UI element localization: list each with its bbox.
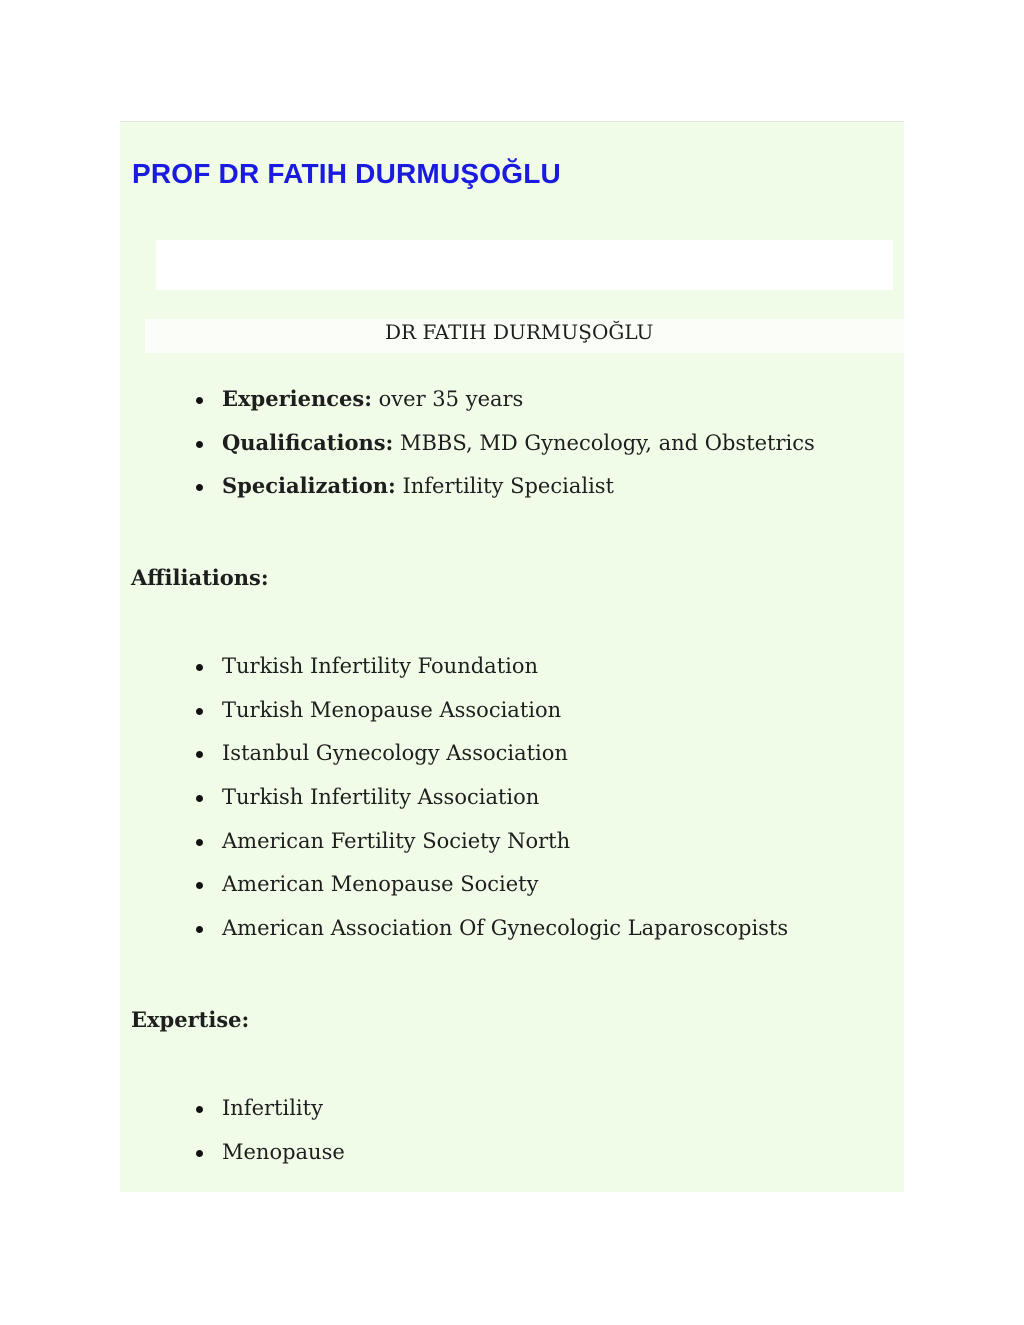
doctor-image-placeholder — [156, 240, 893, 290]
list-item: American Menopause Society — [120, 869, 788, 913]
affiliations-list — [120, 651, 788, 957]
list-item: American Fertility Society North — [120, 826, 788, 870]
doctor-details-list — [120, 384, 815, 515]
list-item: Turkish Infertility Association — [120, 782, 788, 826]
list-item: Turkish Infertility Foundation — [120, 651, 788, 695]
detail-value: MBBS, MD Gynecology, and Obstetrics — [400, 430, 815, 455]
detail-label: Specialization: — [222, 473, 396, 499]
detail-value: Infertility Specialist — [402, 474, 614, 499]
detail-label: Qualifications: — [222, 429, 394, 455]
detail-qualifications — [120, 428, 815, 472]
list-item: Istanbul Gynecology Association — [120, 738, 788, 782]
detail-experiences — [120, 384, 815, 428]
detail-value: over 35 years — [378, 387, 524, 411]
list-item: Menopause — [120, 1137, 345, 1181]
expertise-heading: Expertise: — [131, 1007, 250, 1032]
image-caption: DR FATIH DURMUŞOĞLU — [385, 320, 654, 344]
list-item: Turkish Menopause Association — [120, 695, 788, 739]
expertise-list — [120, 1093, 345, 1180]
detail-specialization — [120, 471, 815, 515]
list-item: American Association Of Gynecologic Laparoscopists — [120, 913, 788, 957]
list-item: Infertility — [120, 1093, 345, 1137]
detail-label: Experiences: — [222, 386, 372, 411]
page-title: PROF DR FATIH DURMUŞOĞLU — [132, 158, 561, 189]
content-panel — [120, 121, 904, 1192]
affiliations-heading: Affiliations: — [131, 565, 269, 590]
